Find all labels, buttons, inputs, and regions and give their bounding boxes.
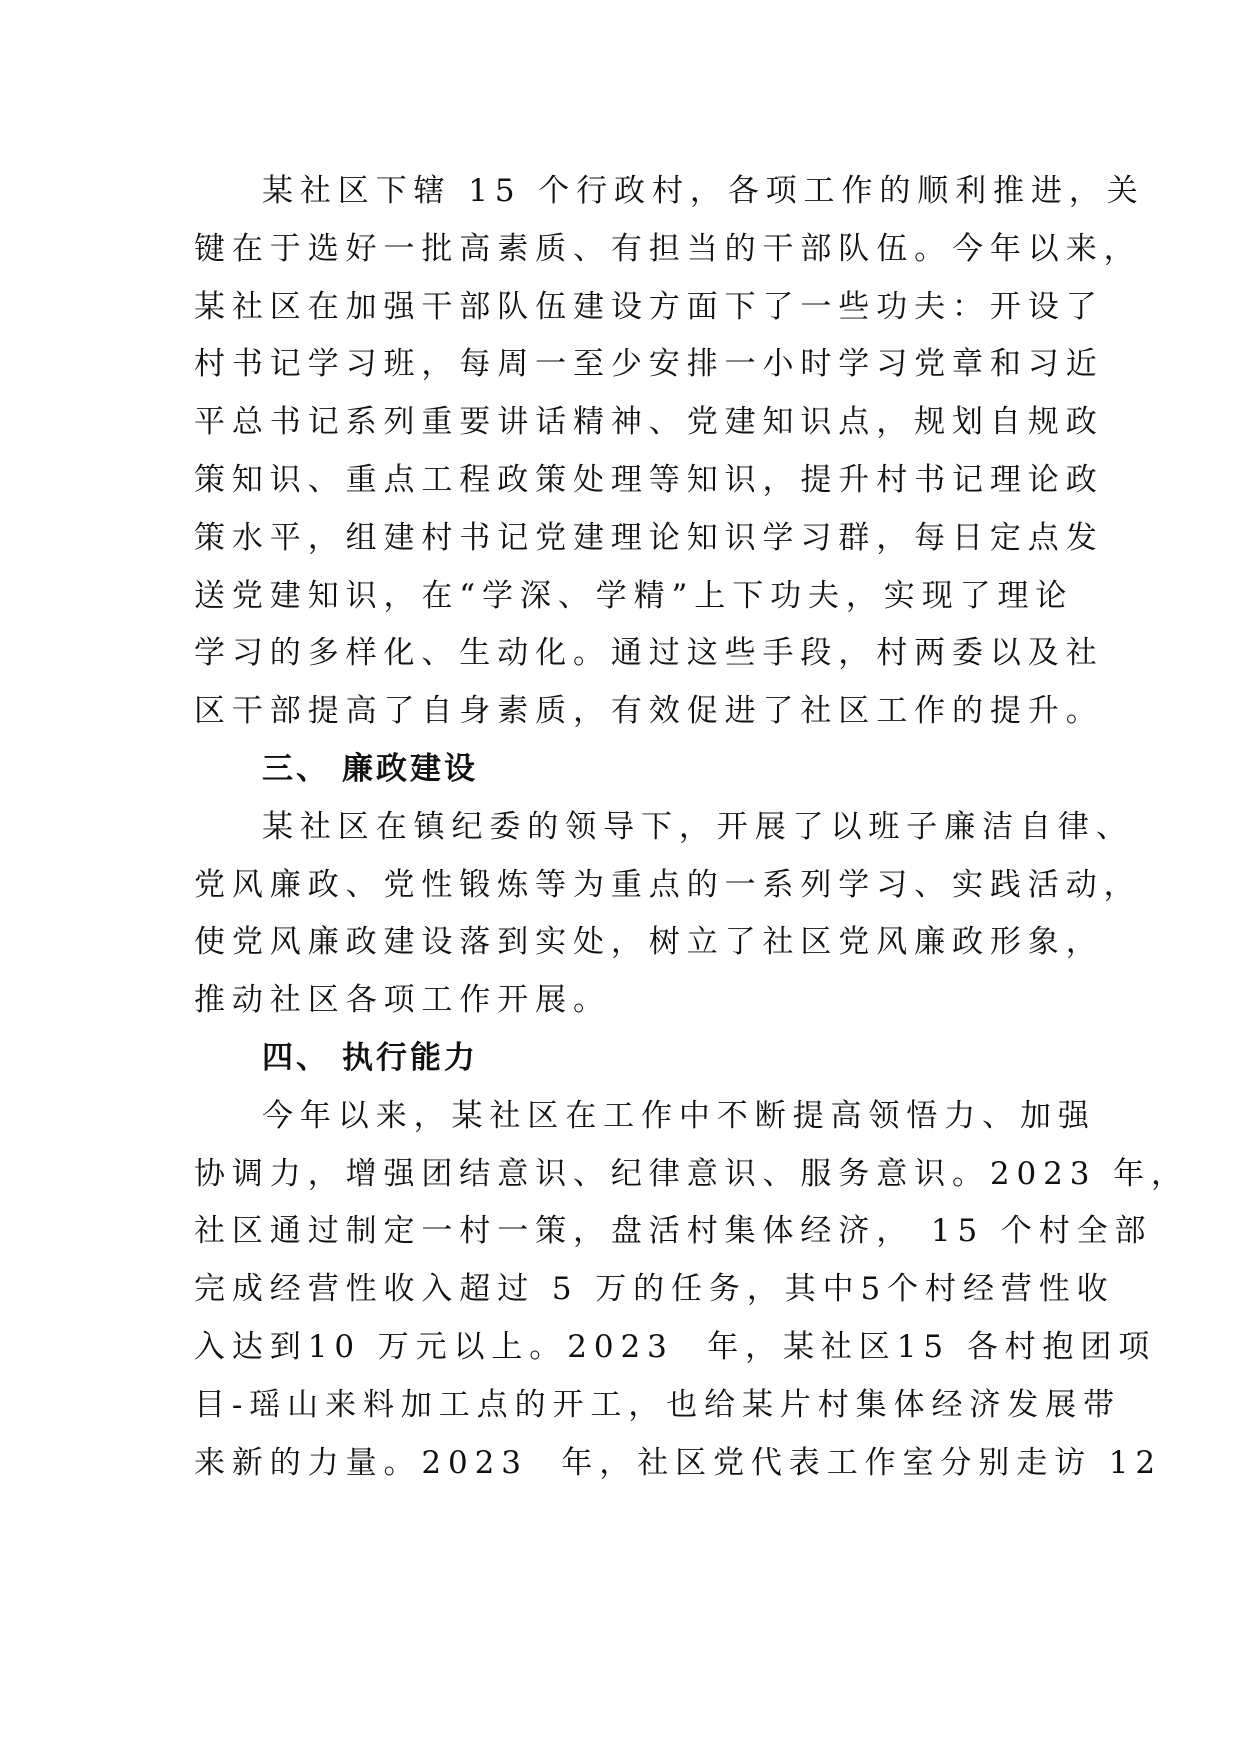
section-title: 执行能力 bbox=[342, 1039, 478, 1076]
section-number: 三、 bbox=[262, 750, 330, 787]
paragraph-line: 入达到10 万元以上。2023 年，某社区15 各村抱团项 bbox=[194, 1328, 1157, 1365]
paragraph-line: 学习的多样化、生动化。通过这些手段，村两委以及社 bbox=[194, 635, 1104, 672]
section-title: 廉政建设 bbox=[342, 750, 478, 787]
paragraph-line: 某社区在加强干部队伍建设方面下了一些功夫：开设了 bbox=[194, 288, 1104, 325]
paragraph-integrity bbox=[194, 799, 1142, 1030]
section-number: 四、 bbox=[262, 1039, 330, 1076]
paragraph-cadre-team bbox=[194, 163, 1145, 741]
paragraph-line: 策知识、重点工程政策处理等知识，提升村书记理论政 bbox=[194, 461, 1104, 498]
paragraph-line: 区干部提高了自身素质，有效促进了社区工作的提升。 bbox=[194, 693, 1104, 730]
paragraph-execution bbox=[194, 1088, 1189, 1493]
paragraph-line: 社区通过制定一村一策，盘活村集体经济， 15 个村全部 bbox=[194, 1213, 1153, 1250]
paragraph-line: 党风廉政、党性锻炼等为重点的一系列学习、实践活动， bbox=[194, 866, 1142, 903]
paragraph-line: 某社区在镇纪委的领导下，开展了以班子廉洁自律、 bbox=[262, 808, 1134, 845]
paragraph-line: 来新的力量。2023 年，社区党代表工作室分别走访 12 bbox=[194, 1444, 1162, 1481]
paragraph-line: 策水平，组建村书记党建理论知识学习群，每日定点发 bbox=[194, 519, 1104, 556]
paragraph-line: 目-瑶山来料加工点的开工，也给某片村集体经济发展带 bbox=[194, 1386, 1121, 1423]
paragraph-line: 推动社区各项工作开展。 bbox=[194, 982, 611, 1019]
paragraph-line: 协调力，增强团结意识、纪律意识、服务意识。2023 年， bbox=[194, 1155, 1189, 1192]
paragraph-line: 村书记学习班，每周一至少安排一小时学习党章和习近 bbox=[194, 346, 1104, 383]
paragraph-line: 今年以来，某社区在工作中不断提高领悟力、加强 bbox=[262, 1097, 1096, 1134]
paragraph-line: 某社区下辖 15 个行政村，各项工作的顺利推进，关 bbox=[262, 173, 1145, 209]
section-heading-integrity bbox=[194, 741, 1054, 799]
section-heading-execution bbox=[194, 1030, 1054, 1088]
paragraph-line: 送党建知识，在“学深、学精”上下功夫，实现了理论 bbox=[194, 577, 1074, 614]
paragraph-line: 键在于选好一批高素质、有担当的干部队伍。今年以来， bbox=[194, 230, 1142, 267]
paragraph-line: 平总书记系列重要讲话精神、党建知识点，规划自规政 bbox=[194, 404, 1104, 441]
paragraph-line: 使党风廉政建设落到实处，树立了社区党风廉政形象， bbox=[194, 924, 1104, 961]
document-body bbox=[194, 163, 1189, 1492]
paragraph-line: 完成经营性收入超过 5 万的任务，其中5个村经营性收 bbox=[194, 1271, 1115, 1308]
